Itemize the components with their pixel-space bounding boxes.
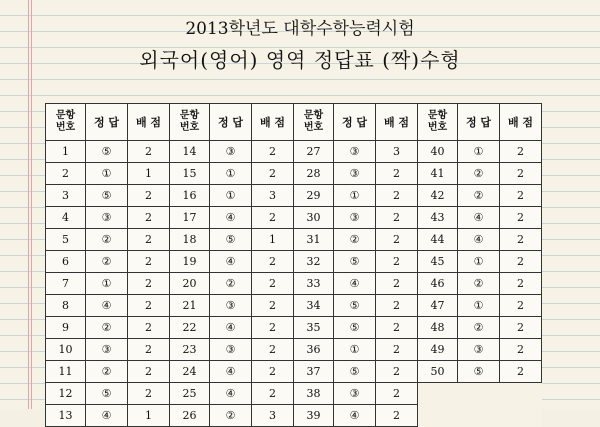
answer-cell: ③	[458, 339, 500, 361]
points-cell: 1	[252, 229, 294, 251]
header-question-number	[418, 104, 458, 141]
table-row	[46, 295, 542, 317]
question-number-cell: 14	[170, 141, 210, 163]
answer-cell: ①	[210, 163, 252, 185]
answer-cell: ①	[86, 273, 128, 295]
points-cell: 2	[500, 141, 542, 163]
points-cell: 2	[376, 295, 418, 317]
table-row	[46, 229, 542, 251]
points-cell: 2	[252, 295, 294, 317]
answer-cell: ⑤	[86, 383, 128, 405]
answer-cell: ①	[334, 339, 376, 361]
points-cell: 2	[252, 361, 294, 383]
points-cell: 2	[128, 361, 170, 383]
question-number-cell: 29	[294, 185, 334, 207]
header-label: 문항	[55, 110, 76, 121]
header-label: 문항	[179, 110, 200, 121]
points-cell: 2	[500, 339, 542, 361]
answer-table	[45, 103, 542, 427]
points-cell: 2	[376, 251, 418, 273]
header-question-number	[46, 104, 86, 141]
points-cell: 2	[500, 251, 542, 273]
table-row	[46, 383, 542, 405]
answer-cell: ⑤	[210, 229, 252, 251]
table-row	[46, 317, 542, 339]
points-cell: 2	[252, 251, 294, 273]
points-cell: 2	[376, 229, 418, 251]
points-cell: 2	[376, 207, 418, 229]
table-row	[46, 207, 542, 229]
question-number-cell: 5	[46, 229, 86, 251]
points-cell: 2	[500, 163, 542, 185]
header-answer: 정 답	[334, 104, 376, 141]
header-label: 번호	[303, 122, 324, 133]
question-number-cell: 2	[46, 163, 86, 185]
table-row	[46, 405, 542, 427]
header-label: 번호	[179, 122, 200, 133]
answer-cell: ②	[86, 251, 128, 273]
points-cell: 2	[376, 273, 418, 295]
question-number-cell: 30	[294, 207, 334, 229]
question-number-cell: 20	[170, 273, 210, 295]
points-cell: 2	[128, 383, 170, 405]
points-cell: 2	[252, 141, 294, 163]
empty-cell	[418, 405, 542, 427]
question-number-cell: 24	[170, 361, 210, 383]
question-number-cell: 39	[294, 405, 334, 427]
header-answer: 정 답	[86, 104, 128, 141]
answer-cell: ②	[458, 273, 500, 295]
answer-cell: ⑤	[86, 185, 128, 207]
answer-cell: ②	[210, 405, 252, 427]
question-number-cell: 19	[170, 251, 210, 273]
points-cell: 2	[252, 383, 294, 405]
points-cell: 2	[500, 317, 542, 339]
answer-cell: ⑤	[458, 361, 500, 383]
question-number-cell: 11	[46, 361, 86, 383]
answer-cell: ④	[334, 273, 376, 295]
answer-cell: ②	[86, 317, 128, 339]
points-cell: 2	[128, 141, 170, 163]
question-number-cell: 49	[418, 339, 458, 361]
question-number-cell: 15	[170, 163, 210, 185]
table-row	[46, 361, 542, 383]
answer-cell: ⑤	[334, 251, 376, 273]
points-cell: 1	[128, 405, 170, 427]
table-header-row	[46, 104, 542, 141]
answer-cell: ①	[458, 251, 500, 273]
points-cell: 2	[128, 295, 170, 317]
empty-cell	[418, 383, 542, 405]
points-cell: 2	[128, 185, 170, 207]
answer-cell: ③	[86, 207, 128, 229]
question-number-cell: 23	[170, 339, 210, 361]
header-points: 배 점	[376, 104, 418, 141]
question-number-cell: 21	[170, 295, 210, 317]
answer-cell: ①	[458, 295, 500, 317]
question-number-cell: 7	[46, 273, 86, 295]
answer-cell: ④	[86, 405, 128, 427]
answer-cell: ⑤	[86, 141, 128, 163]
question-number-cell: 44	[418, 229, 458, 251]
answer-cell: ③	[210, 295, 252, 317]
answer-cell: ③	[210, 339, 252, 361]
header-label: 번호	[55, 122, 76, 133]
question-number-cell: 10	[46, 339, 86, 361]
answer-cell: ①	[86, 163, 128, 185]
answer-cell: ③	[334, 141, 376, 163]
points-cell: 2	[128, 229, 170, 251]
question-number-cell: 48	[418, 317, 458, 339]
answer-cell: ②	[334, 229, 376, 251]
answer-cell: ③	[210, 141, 252, 163]
points-cell: 2	[128, 251, 170, 273]
answer-cell: ③	[334, 383, 376, 405]
question-number-cell: 35	[294, 317, 334, 339]
question-number-cell: 28	[294, 163, 334, 185]
question-number-cell: 1	[46, 141, 86, 163]
question-number-cell: 50	[418, 361, 458, 383]
table-row	[46, 251, 542, 273]
question-number-cell: 6	[46, 251, 86, 273]
question-number-cell: 25	[170, 383, 210, 405]
answer-cell: ①	[458, 141, 500, 163]
table-row	[46, 163, 542, 185]
points-cell: 2	[500, 273, 542, 295]
question-number-cell: 13	[46, 405, 86, 427]
question-number-cell: 47	[418, 295, 458, 317]
answer-cell: ⑤	[334, 361, 376, 383]
points-cell: 2	[252, 317, 294, 339]
header-label: 번호	[427, 122, 448, 133]
question-number-cell: 32	[294, 251, 334, 273]
answer-cell: ⑤	[334, 295, 376, 317]
answer-cell: ③	[86, 339, 128, 361]
question-number-cell: 22	[170, 317, 210, 339]
answer-cell: ②	[458, 185, 500, 207]
header-question-number	[294, 104, 334, 141]
question-number-cell: 34	[294, 295, 334, 317]
answer-cell: ①	[334, 185, 376, 207]
page-title: 2013학년도 대학수학능력시험	[185, 19, 415, 39]
header-answer: 정 답	[210, 104, 252, 141]
question-number-cell: 3	[46, 185, 86, 207]
points-cell: 2	[376, 361, 418, 383]
question-number-cell: 45	[418, 251, 458, 273]
table-row	[46, 141, 542, 163]
question-number-cell: 37	[294, 361, 334, 383]
question-number-cell: 31	[294, 229, 334, 251]
answer-cell: ⑤	[334, 317, 376, 339]
header-answer: 정 답	[458, 104, 500, 141]
points-cell: 2	[376, 339, 418, 361]
points-cell: 2	[252, 273, 294, 295]
points-cell: 2	[376, 163, 418, 185]
question-number-cell: 33	[294, 273, 334, 295]
points-cell: 2	[128, 273, 170, 295]
answer-cell: ②	[86, 361, 128, 383]
points-cell: 2	[500, 185, 542, 207]
points-cell: 2	[500, 361, 542, 383]
question-number-cell: 27	[294, 141, 334, 163]
header-points: 배 점	[252, 104, 294, 141]
points-cell: 2	[128, 207, 170, 229]
answer-cell: ②	[210, 273, 252, 295]
answer-cell: ①	[210, 185, 252, 207]
points-cell: 2	[128, 339, 170, 361]
question-number-cell: 18	[170, 229, 210, 251]
points-cell: 2	[376, 405, 418, 427]
points-cell: 2	[500, 207, 542, 229]
question-number-cell: 17	[170, 207, 210, 229]
question-number-cell: 16	[170, 185, 210, 207]
answer-cell: ③	[334, 207, 376, 229]
table-row	[46, 273, 542, 295]
answer-cell: ④	[210, 317, 252, 339]
answer-cell: ④	[210, 361, 252, 383]
points-cell: 2	[252, 163, 294, 185]
answer-cell: ③	[334, 163, 376, 185]
points-cell: 3	[252, 405, 294, 427]
answer-cell: ④	[210, 207, 252, 229]
points-cell: 3	[376, 141, 418, 163]
header-label: 문항	[427, 110, 448, 121]
answer-cell: ④	[458, 207, 500, 229]
points-cell: 2	[128, 317, 170, 339]
answer-cell: ④	[210, 383, 252, 405]
question-number-cell: 9	[46, 317, 86, 339]
answer-cell: ④	[458, 229, 500, 251]
answer-cell: ②	[458, 317, 500, 339]
question-number-cell: 41	[418, 163, 458, 185]
points-cell: 2	[252, 207, 294, 229]
points-cell: 2	[252, 339, 294, 361]
question-number-cell: 4	[46, 207, 86, 229]
answer-cell: ②	[458, 163, 500, 185]
question-number-cell: 42	[418, 185, 458, 207]
page-subtitle: 외국어(영어) 영역 정답표 (짝)수형	[139, 48, 461, 72]
table-row	[46, 339, 542, 361]
question-number-cell: 46	[418, 273, 458, 295]
header-points: 배 점	[500, 104, 542, 141]
question-number-cell: 43	[418, 207, 458, 229]
header-points: 배 점	[128, 104, 170, 141]
table-row	[46, 185, 542, 207]
answer-cell: ④	[334, 405, 376, 427]
header-label: 문항	[303, 110, 324, 121]
answer-cell: ④	[210, 251, 252, 273]
question-number-cell: 8	[46, 295, 86, 317]
points-cell: 2	[376, 185, 418, 207]
answer-cell: ②	[86, 229, 128, 251]
header-question-number	[170, 104, 210, 141]
points-cell: 2	[376, 383, 418, 405]
question-number-cell: 26	[170, 405, 210, 427]
question-number-cell: 38	[294, 383, 334, 405]
points-cell: 2	[500, 295, 542, 317]
points-cell: 2	[500, 229, 542, 251]
points-cell: 2	[376, 317, 418, 339]
question-number-cell: 36	[294, 339, 334, 361]
points-cell: 3	[252, 185, 294, 207]
question-number-cell: 40	[418, 141, 458, 163]
question-number-cell: 12	[46, 383, 86, 405]
answer-cell: ④	[86, 295, 128, 317]
points-cell: 1	[128, 163, 170, 185]
